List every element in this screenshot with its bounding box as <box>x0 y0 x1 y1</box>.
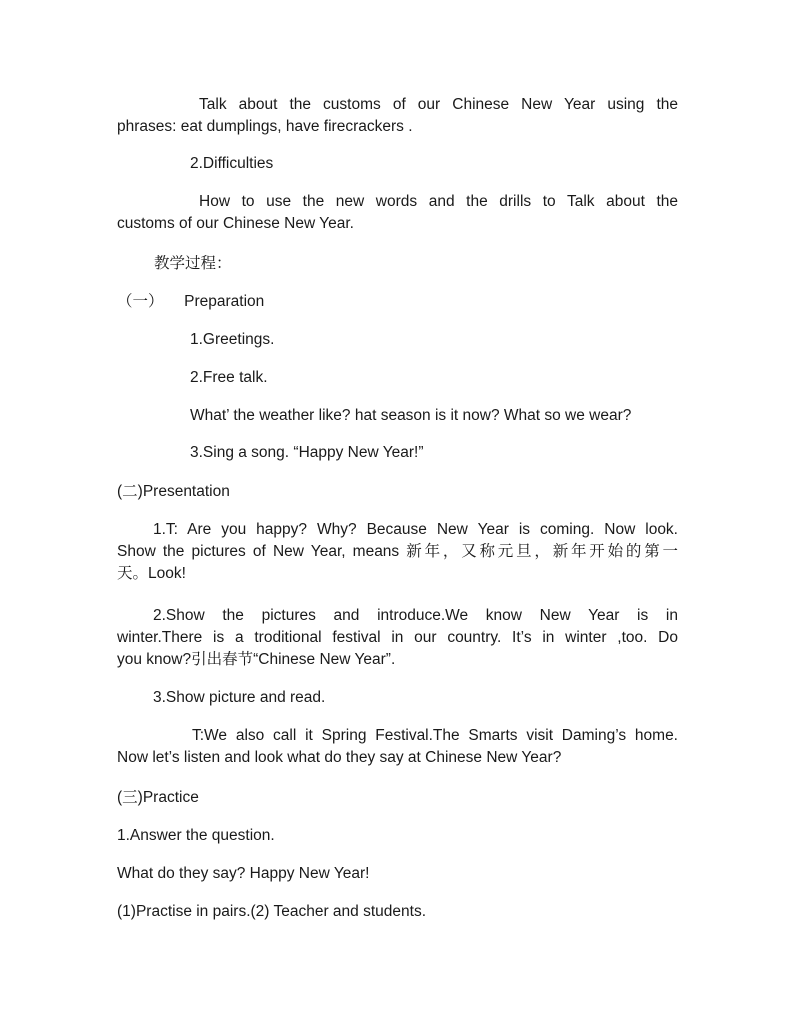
paragraph-presentation-1 <box>117 519 678 585</box>
text-line: 1.T: Are you happy? Why? Because New Year is coming. Now look. <box>153 521 678 538</box>
section-heading-preparation <box>117 291 678 313</box>
list-item-sing-song: 3.Sing a song. “Happy New Year!” <box>190 444 424 461</box>
paragraph-important-points <box>117 94 678 138</box>
paragraph-spring-festival <box>117 725 678 769</box>
section-heading-practice: (三)Practice <box>117 789 199 806</box>
list-item-free-talk: 2.Free talk. <box>190 369 268 386</box>
text-line: customs of our Chinese New Year. <box>117 215 354 232</box>
paragraph-presentation-2 <box>117 605 678 671</box>
text-line: Talk about the customs of our Chinese New Year using the <box>199 96 678 113</box>
text-line: winter.There is a troditional festival in our country. It’s in winter ,too. Do <box>117 629 678 646</box>
text-line: you know?引出春节“Chinese New Year”. <box>117 651 396 668</box>
list-item-greetings: 1.Greetings. <box>190 331 275 348</box>
list-item-show-picture: 3.Show picture and read. <box>153 689 326 706</box>
text-line: How to use the new words and the drills to Talk about the <box>199 193 678 210</box>
section-title: Preparation <box>184 293 265 310</box>
text-line: 天。Look! <box>117 565 186 582</box>
free-talk-questions: What’ the weather like? hat season is it now? What so we wear? <box>190 407 632 424</box>
paragraph-difficulties <box>117 191 678 235</box>
section-marker: （一） <box>117 293 164 310</box>
list-item-answer-question: 1.Answer the question. <box>117 827 275 844</box>
text-line: Now let’s listen and look what do they say at Chinese New Year? <box>117 749 562 766</box>
text-line: T:We also call it Spring Festival.The Smarts visit Daming’s home. <box>192 727 678 744</box>
heading-difficulties: 2.Difficulties <box>190 155 274 172</box>
practice-question: What do they say? Happy New Year! <box>117 865 370 882</box>
practice-steps: (1)Practise in pairs.(2) Teacher and students. <box>117 903 427 920</box>
text-line: 2.Show the pictures and introduce.We know New Year is in <box>153 607 678 624</box>
text-line: Show the pictures of New Year, means 新年，又称元旦，新年开始的第一 <box>117 543 678 560</box>
section-heading-presentation: (二)Presentation <box>117 483 230 500</box>
text-line: phrases: eat dumplings, have firecrackers . <box>117 118 413 135</box>
heading-teaching-process: 教学过程： <box>154 255 232 272</box>
